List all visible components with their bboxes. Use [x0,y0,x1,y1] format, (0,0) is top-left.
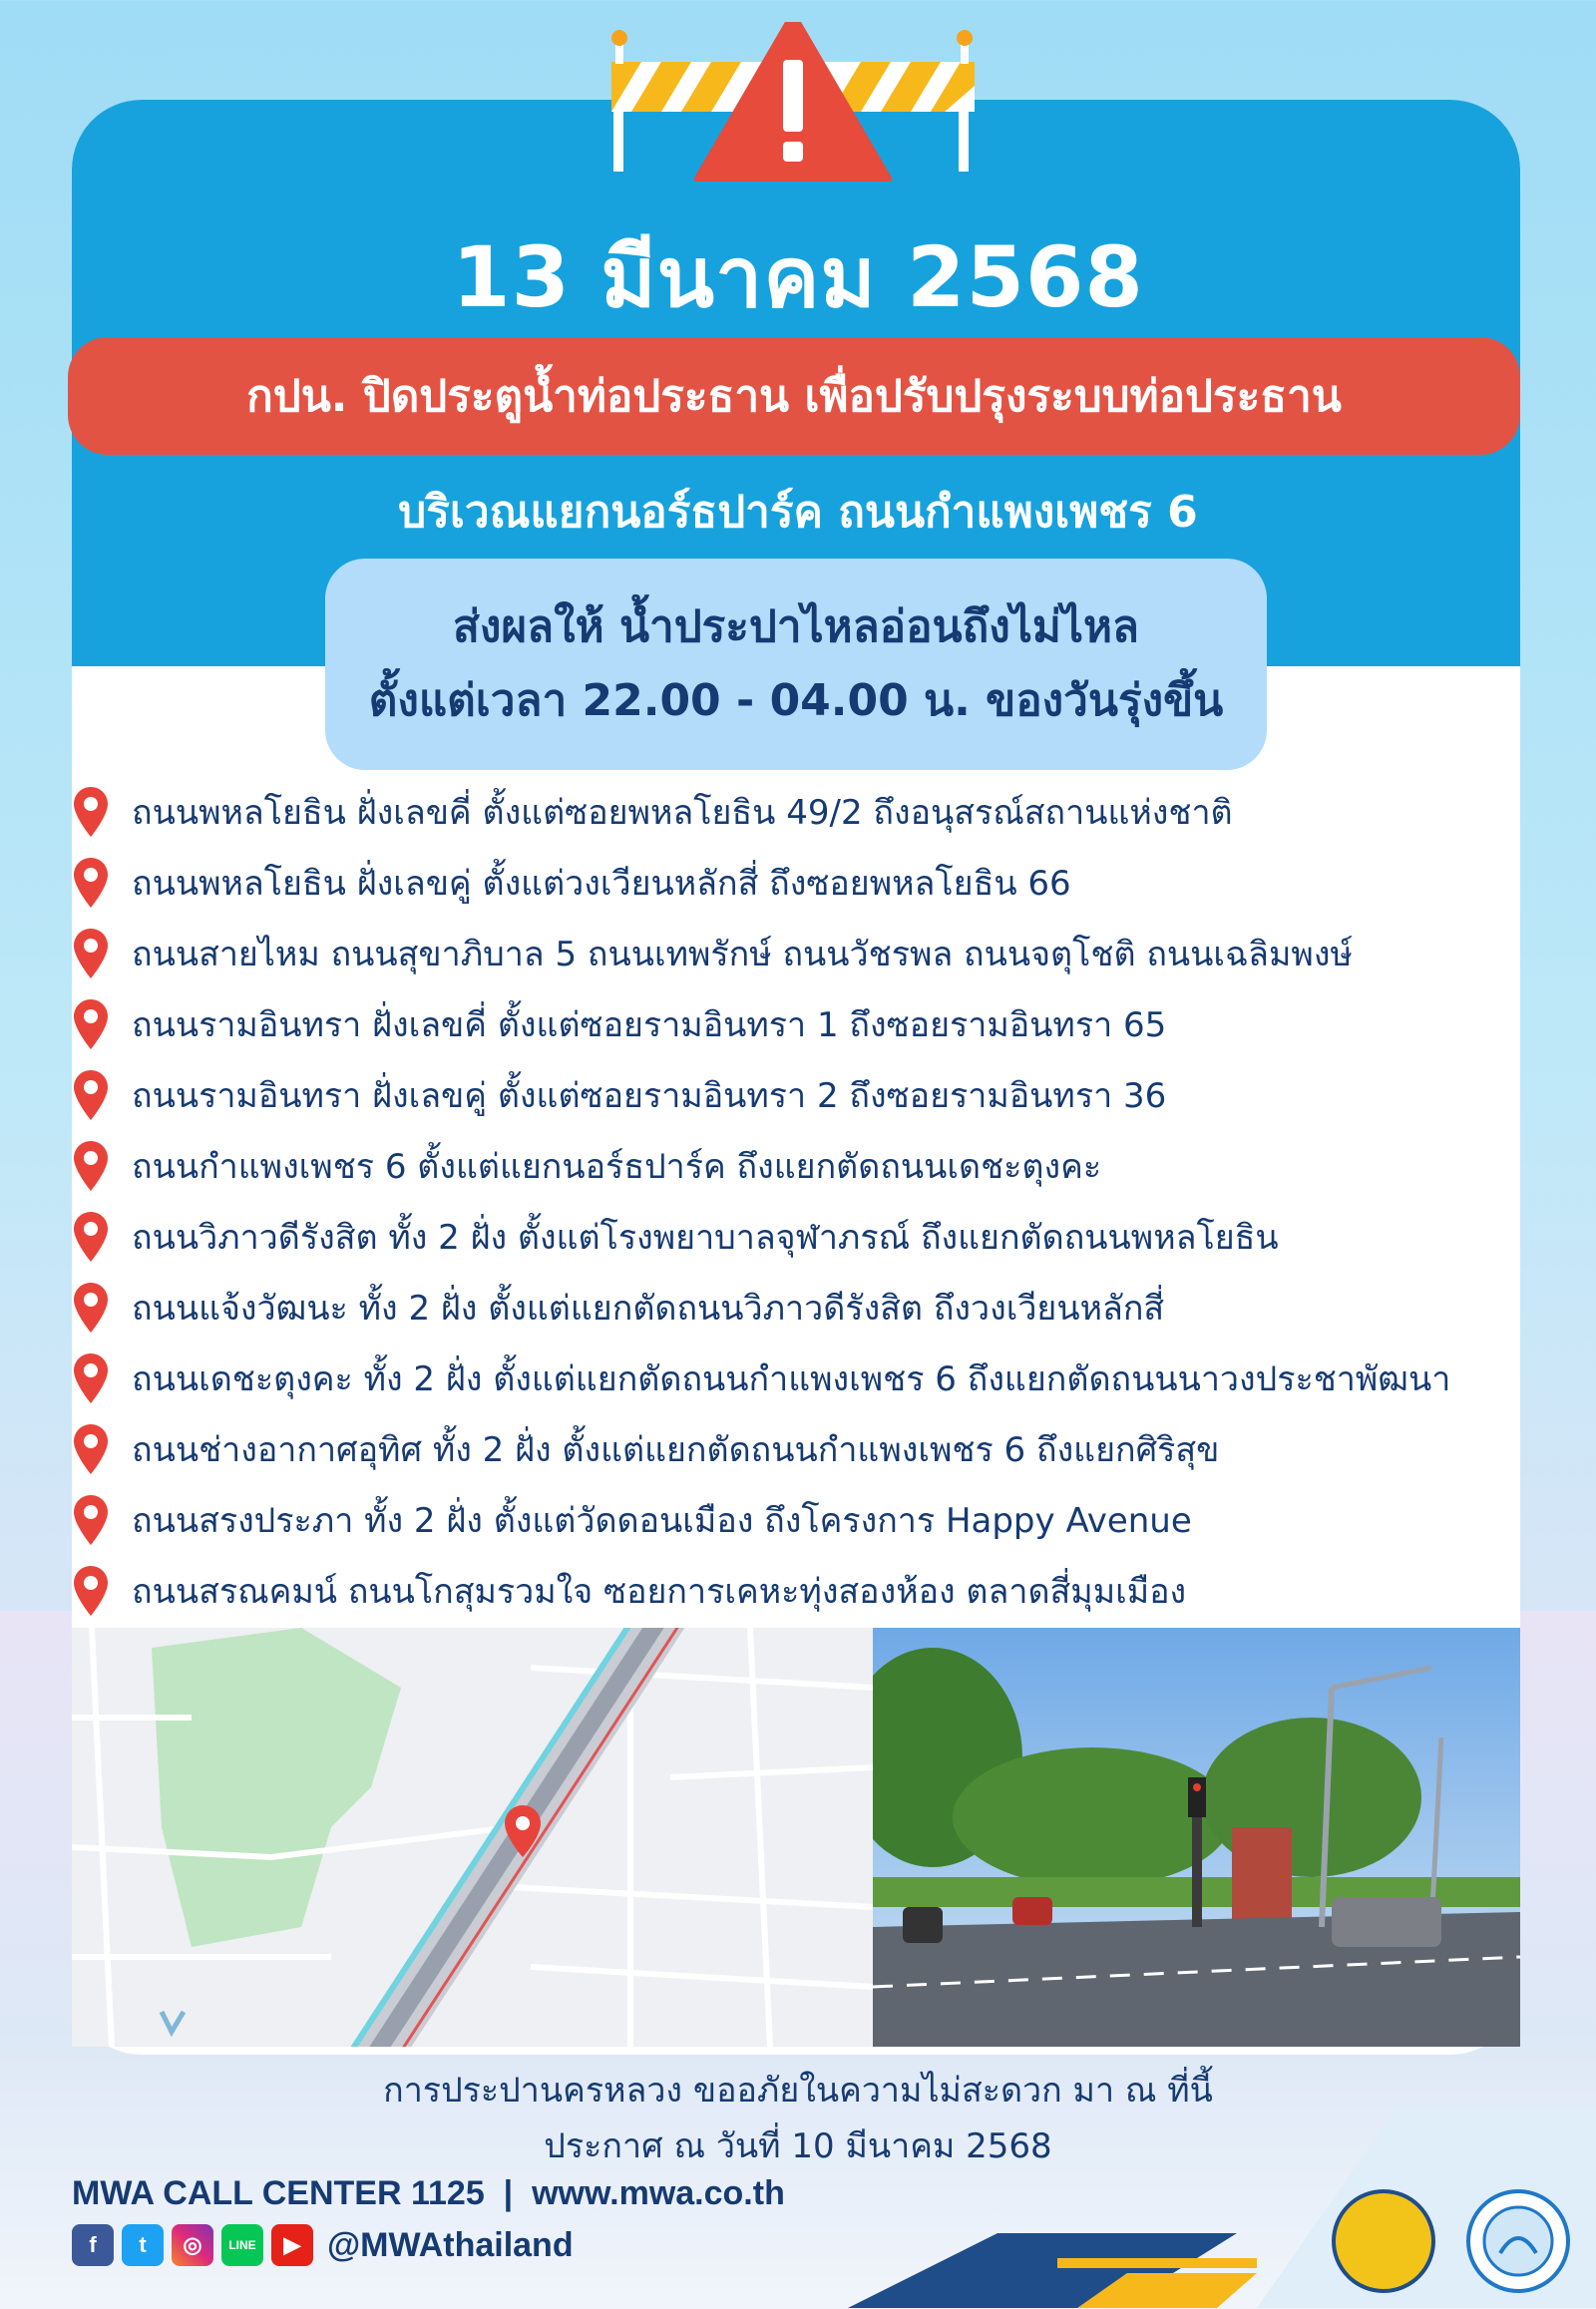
location-pin-icon [72,1068,110,1122]
list-item [72,918,1568,988]
list-item [72,776,1568,847]
list-item [72,1130,1568,1201]
title-text: กปน. ปิดประตูน้ำท่อประธาน เพื่อปรับปรุงระบบท่อประธาน [246,371,1342,422]
road-text: ถนนช่างอากาศอุทิศ ทั้ง 2 ฝั่ง ตั้งแต่แยกตัดถนนกำแพงเพชร 6 ถึงแยกศิริสุข [132,1429,1220,1470]
road-text: ถนนวิภาวดีรังสิต ทั้ง 2 ฝั่ง ตั้งแต่โรงพยาบาลจุฬาภรณ์ ถึงแยกตัดถนนพหลโยธิน [132,1217,1279,1258]
warning-barricade-icon [594,22,993,182]
road-text: ถนนรามอินทรา ฝั่งเลขคี่ ตั้งแต่ซอยรามอินทรา 1 ถึงซอยรามอินทรา 65 [132,1004,1167,1045]
street-photo [873,1628,1520,2047]
contact-line [72,2174,785,2213]
list-item [72,1413,1568,1484]
location-map [72,1628,873,2047]
road-text: ถนนกำแพงเพชร 6 ตั้งแต่แยกนอร์ธปาร์ค ถึงแยกตัดถนนเดชะตุงคะ [132,1146,1102,1187]
list-item [72,1201,1568,1272]
website-link[interactable]: www.mwa.co.th [532,2174,785,2212]
location-pin-icon [72,1139,110,1193]
call-center: MWA CALL CENTER 1125 [72,2174,485,2212]
list-item [72,988,1568,1059]
location-pin-icon [72,1210,110,1264]
list-item [72,1059,1568,1130]
list-item [72,847,1568,918]
list-item [72,1555,1568,1626]
road-text: ถนนรามอินทรา ฝั่งเลขคู่ ตั้งแต่ซอยรามอินทรา 2 ถึงซอยรามอินทรา 36 [132,1075,1167,1116]
location-pin-icon [72,1351,110,1405]
effect-line-1: ส่งผลให้ น้ำประปาไหลอ่อนถึงไม่ไหล [453,601,1139,652]
location-images [72,1628,1520,2047]
road-text: ถนนพหลโยธิน ฝั่งเลขคู่ ตั้งแต่วงเวียนหลักสี่ ถึงซอยพหลโยธิน 66 [132,863,1071,904]
affected-roads-list [72,776,1568,1626]
instagram-icon[interactable]: ◎ [172,2224,213,2266]
list-item [72,1484,1568,1555]
list-item [72,1272,1568,1343]
announcement-date: ประกาศ ณ วันที่ 10 มีนาคม 2568 [544,2126,1052,2166]
facebook-icon[interactable]: f [72,2224,114,2266]
twitter-icon[interactable]: t [122,2224,164,2266]
road-text: ถนนสรงประภา ทั้ง 2 ฝั่ง ตั้งแต่วัดดอนเมือง ถึงโครงการ Happy Avenue [132,1500,1192,1541]
location-pin-icon [72,785,110,839]
apology-text: การประปานครหลวง ขออภัยในความไม่สะดวก มา ณ ที่นี้ [383,2071,1213,2111]
location-pin-icon [72,1281,110,1335]
royal-emblem-logo [1332,2189,1435,2293]
road-text: ถนนสรณคมน์ ถนนโกสุมรวมใจ ซอยการเคหะทุ่งสองห้อง ตลาดสี่มุมเมือง [132,1571,1187,1612]
mwa-logo [1466,2189,1570,2293]
effect-line-2: ตั้งแต่เวลา 22.00 - 04.00 น. ของวันรุ่งขึ้น [368,675,1224,726]
footer-decoration [698,2109,1596,2308]
social-handle: @MWAthailand [327,2225,574,2264]
line-icon[interactable]: LINE [221,2224,263,2266]
location-pin-icon [72,1493,110,1547]
road-text: ถนนพหลโยธิน ฝั่งเลขคี่ ตั้งแต่ซอยพหลโยธิน 49/2 ถึงอนุสรณ์สถานแห่งชาติ [132,792,1233,833]
affected-area: บริเวณแยกนอร์ธปาร์ค ถนนกำแพงเพชร 6 [398,487,1198,538]
location-pin-icon [72,856,110,910]
location-pin-icon [72,1564,110,1618]
title-banner [68,337,1520,455]
notice-date: 13 มีนาคม 2568 [452,228,1144,326]
road-text: ถนนแจ้งวัฒนะ ทั้ง 2 ฝั่ง ตั้งแต่แยกตัดถนนวิภาวดีรังสิต ถึงวงเวียนหลักสี่ [132,1288,1165,1329]
effect-box [325,559,1267,770]
street-scene [873,1628,1520,2047]
location-pin-icon [72,927,110,980]
separator: | [494,2174,523,2212]
location-pin-icon [72,997,110,1051]
social-links [72,2224,574,2266]
road-text: ถนนสายไหม ถนนสุขาภิบาล 5 ถนนเทพรักษ์ ถนนวัชรพล ถนนจตุโชติ ถนนเฉลิมพงษ์ [132,934,1353,974]
road-text: ถนนเดชะตุงคะ ทั้ง 2 ฝั่ง ตั้งแต่แยกตัดถนนกำแพงเพชร 6 ถึงแยกตัดถนนนาวงประชาพัฒนา [132,1358,1451,1399]
map-graphic [72,1628,873,2047]
youtube-icon[interactable]: ▶ [271,2224,313,2266]
location-pin-icon [72,1422,110,1476]
list-item [72,1343,1568,1413]
